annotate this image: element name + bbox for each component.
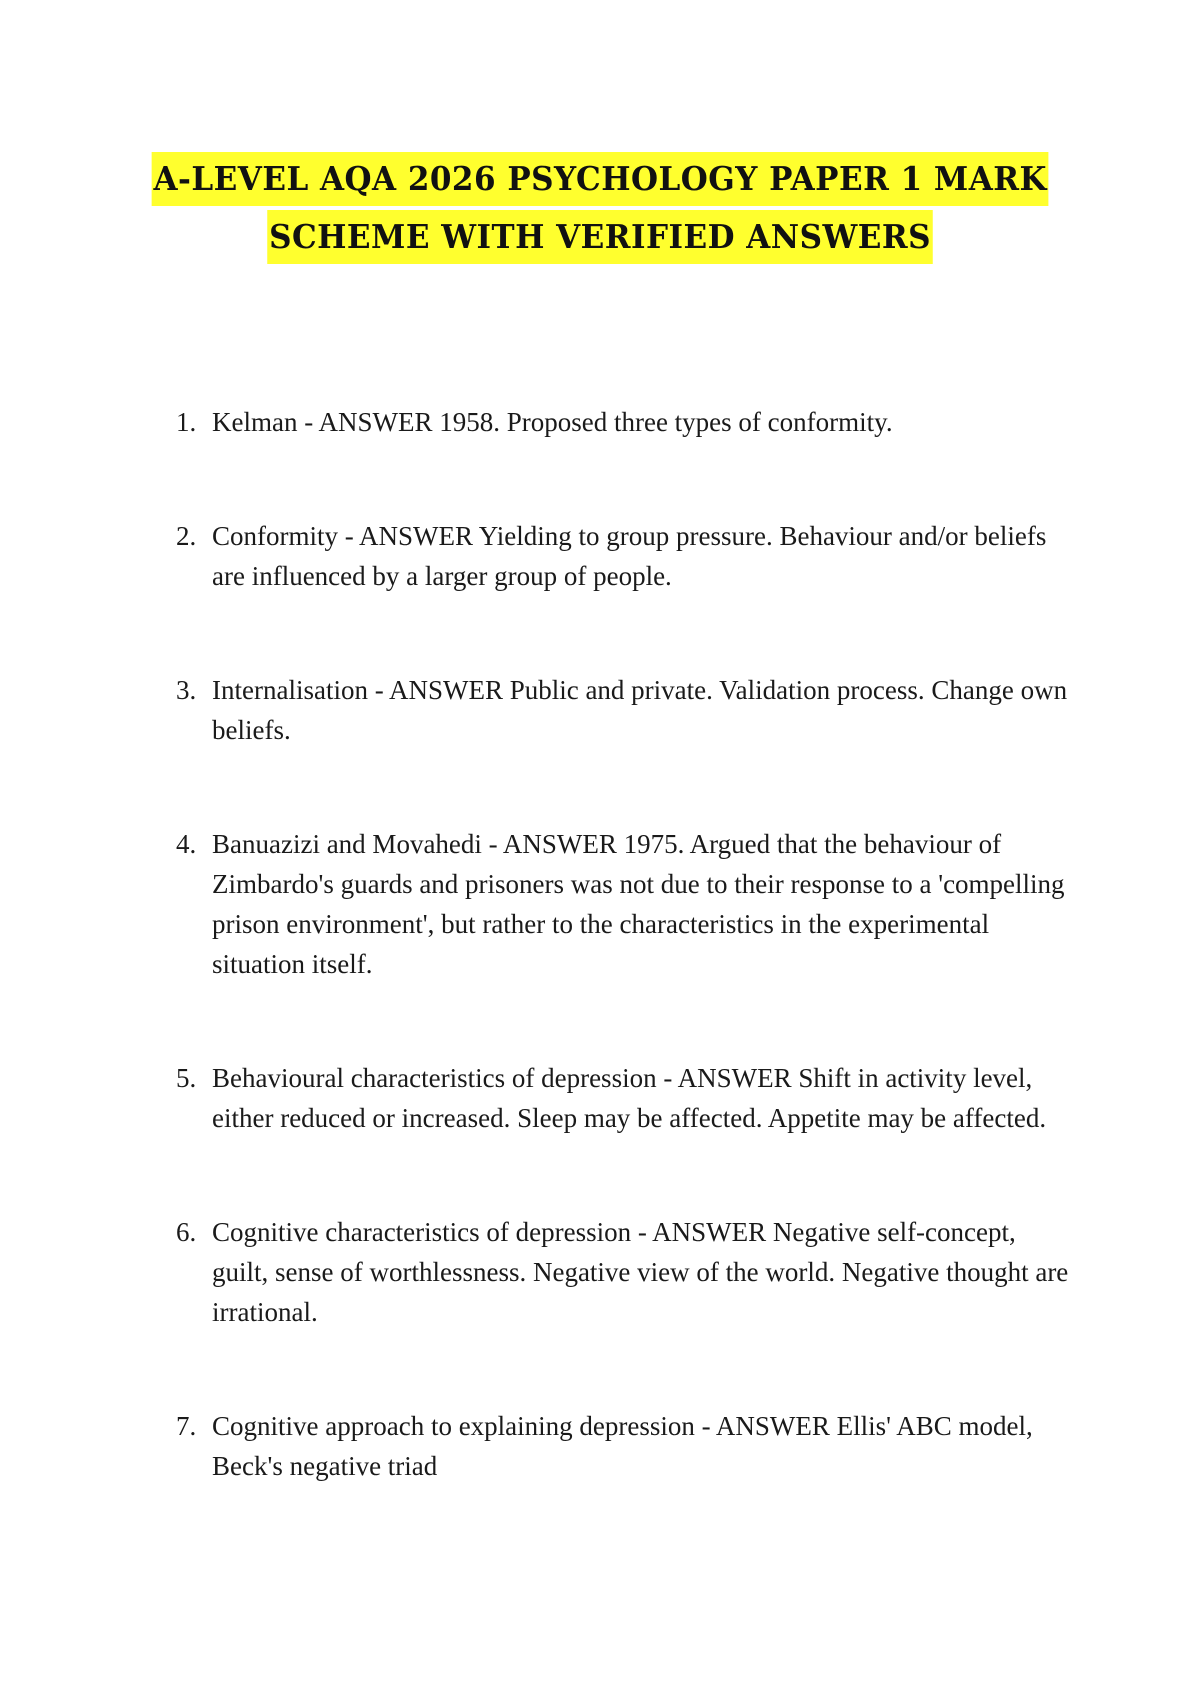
- list-item: [176, 670, 1076, 750]
- item-text: Behavioural characteristics of depression - ANSWER Shift in activity level, either reduced or increased. Sleep may be affected. Appetite may be affected.: [212, 1063, 1047, 1133]
- item-number: 1.: [176, 407, 197, 437]
- list-item: [176, 1212, 1076, 1332]
- title-line-1: A-LEVEL AQA 2026 PSYCHOLOGY PAPER 1 MARK: [151, 152, 1048, 206]
- item-text: Kelman - ANSWER 1958. Proposed three types of conformity.: [212, 407, 893, 437]
- list-item: [176, 1058, 1076, 1138]
- item-number: 2.: [176, 521, 197, 551]
- item-text: Banuazizi and Movahedi - ANSWER 1975. Argued that the behaviour of Zimbardo's guards and prisoners was not due to their response to a 'compelling prison environment', but rather to the characteristics in the experimental situation itself.: [212, 829, 1065, 979]
- title-line-2: SCHEME WITH VERIFIED ANSWERS: [267, 210, 933, 264]
- list-item: [176, 1406, 1076, 1486]
- list-item: [176, 402, 1076, 442]
- item-text: Cognitive characteristics of depression - ANSWER Negative self-concept, guilt, sense of worthlessness. Negative view of the world. Negative thought are irrational.: [212, 1217, 1069, 1327]
- list-item: [176, 824, 1076, 984]
- item-text: Cognitive approach to explaining depression - ANSWER Ellis' ABC model, Beck's negative triad: [212, 1411, 1033, 1481]
- item-text: Internalisation - ANSWER Public and private. Validation process. Change own beliefs.: [212, 675, 1068, 745]
- item-number: 6.: [176, 1217, 197, 1247]
- item-number: 7.: [176, 1411, 197, 1441]
- item-number: 5.: [176, 1063, 197, 1093]
- list-item: [176, 516, 1076, 596]
- item-number: 3.: [176, 675, 197, 705]
- item-text: Conformity - ANSWER Yielding to group pressure. Behaviour and/or beliefs are influenced by a larger group of people.: [212, 521, 1047, 591]
- qa-list: [176, 402, 1076, 1560]
- item-number: 4.: [176, 829, 197, 859]
- document-title: [0, 152, 1200, 264]
